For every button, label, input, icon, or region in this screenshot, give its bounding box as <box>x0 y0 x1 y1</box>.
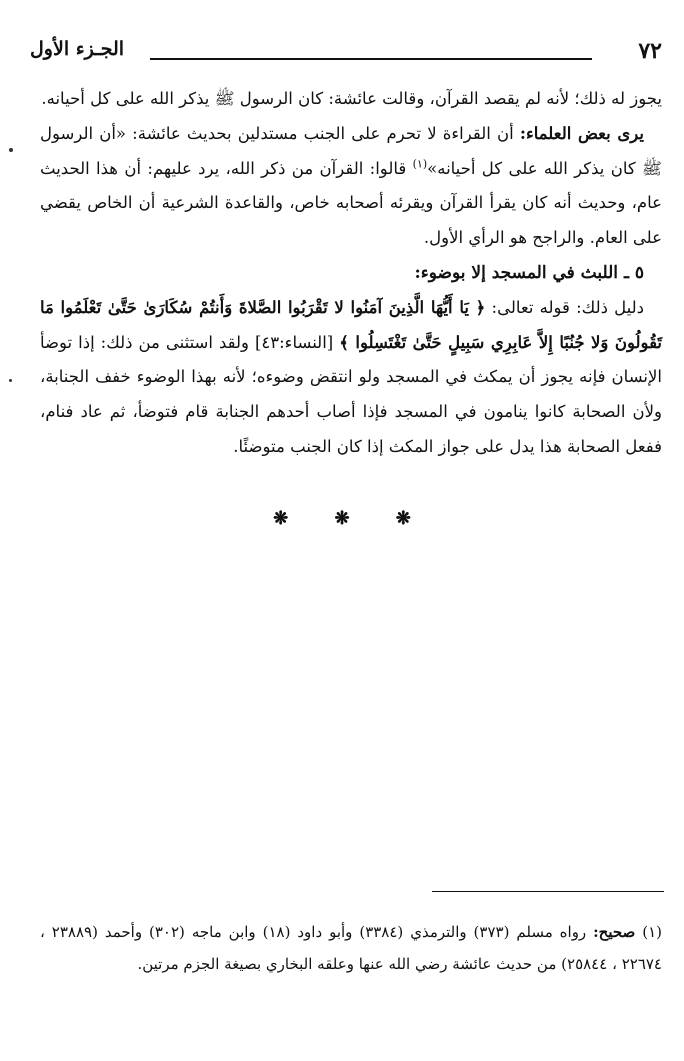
part-title: الجـزء الأول <box>30 38 125 60</box>
footnote-label: صحيح: <box>593 923 636 941</box>
paragraph-2 <box>40 117 662 256</box>
page-header <box>30 38 662 68</box>
header-rule <box>150 58 592 60</box>
paragraph-2-part-b: قالوا: القرآن من ذكر الله، يرد عليهم: أن هذا الحديث عام، وحديث أنه كان يقرأ القرآن ويقرئه أصحابه خاص، والقاعدة الشرعية أن الخاص يقضي على العام. والراجح هو الرأي الأول. <box>40 158 662 248</box>
paragraph-3 <box>40 291 662 465</box>
footnote-ref: (١) <box>412 157 428 171</box>
paragraph-3-part-b: [النساء:٤٣] ولقد استثنى من ذلك: إذا توضأ الإنسان فإنه يجوز أن يمكث في المسجد ولو انتقض وضوءه؛ لأنه بهذا الوضوء خفف الجنابة، ولأن الصحابة كانوا ينامون في المسجد فإذا أصاب أحدهم الجنابة قام فتوضأ، ثم عاد فنام، ففعل الصحابة هذا يدل على جواز المكث إذا كان الجنب متوضئًا. <box>40 332 662 456</box>
scan-speck <box>9 148 13 152</box>
footnote-number: (١) <box>642 923 662 941</box>
main-text <box>40 82 662 465</box>
paragraph-3-part-a: دليل ذلك: قوله تعالى: <box>485 297 644 317</box>
footnote <box>40 916 662 980</box>
paragraph-1: يجوز له ذلك؛ لأنه لم يقصد القرآن، وقالت عائشة: كان الرسول ﷺ يذكر الله على كل أحيانه. <box>41 89 662 108</box>
footnote-text: رواه مسلم (٣٧٣) والترمذي (٣٣٨٤) وأبو داود (١٨) وابن ماجه (٣٠٢) وأحمد (٢٣٨٨٩ ، ٢٢٦٧٤ ، ٢٥٨٤٤) من حديث عائشة رضي الله عنها وعلقه البخاري بصيغة الجزم مرتين. <box>40 923 662 973</box>
footnote-rule <box>432 891 664 892</box>
scan-speck <box>9 379 12 382</box>
footnote-entry <box>40 916 662 980</box>
section-heading: ٥ ـ اللبث في المسجد إلا بوضوء: <box>414 262 644 283</box>
page-number: ٧٢ <box>638 38 662 64</box>
scholars-heading: يرى بعض العلماء: <box>519 123 644 143</box>
paragraph-2-part-a: أن القراءة لا تحرم على الجنب مستدلين بحديث عائشة: «أن الرسول ﷺ كان يذكر الله على كل أحيانه» <box>40 123 662 178</box>
section-end-stars: ❋ ❋ ❋ <box>273 508 411 529</box>
quran-verse: ﴿ يَا أَيُّهَا الَّذِينَ آمَنُوا لا تَقْرَبُوا الصَّلاةَ وَأَنتُمْ سُكَارَىٰ حَتَّىٰ تَعْلَمُوا مَا تَقُولُونَ وَلا جُنُبًا إِلاَّ عَابِرِي سَبِيلٍ حَتَّىٰ تَغْتَسِلُوا ﴾ <box>40 297 663 352</box>
